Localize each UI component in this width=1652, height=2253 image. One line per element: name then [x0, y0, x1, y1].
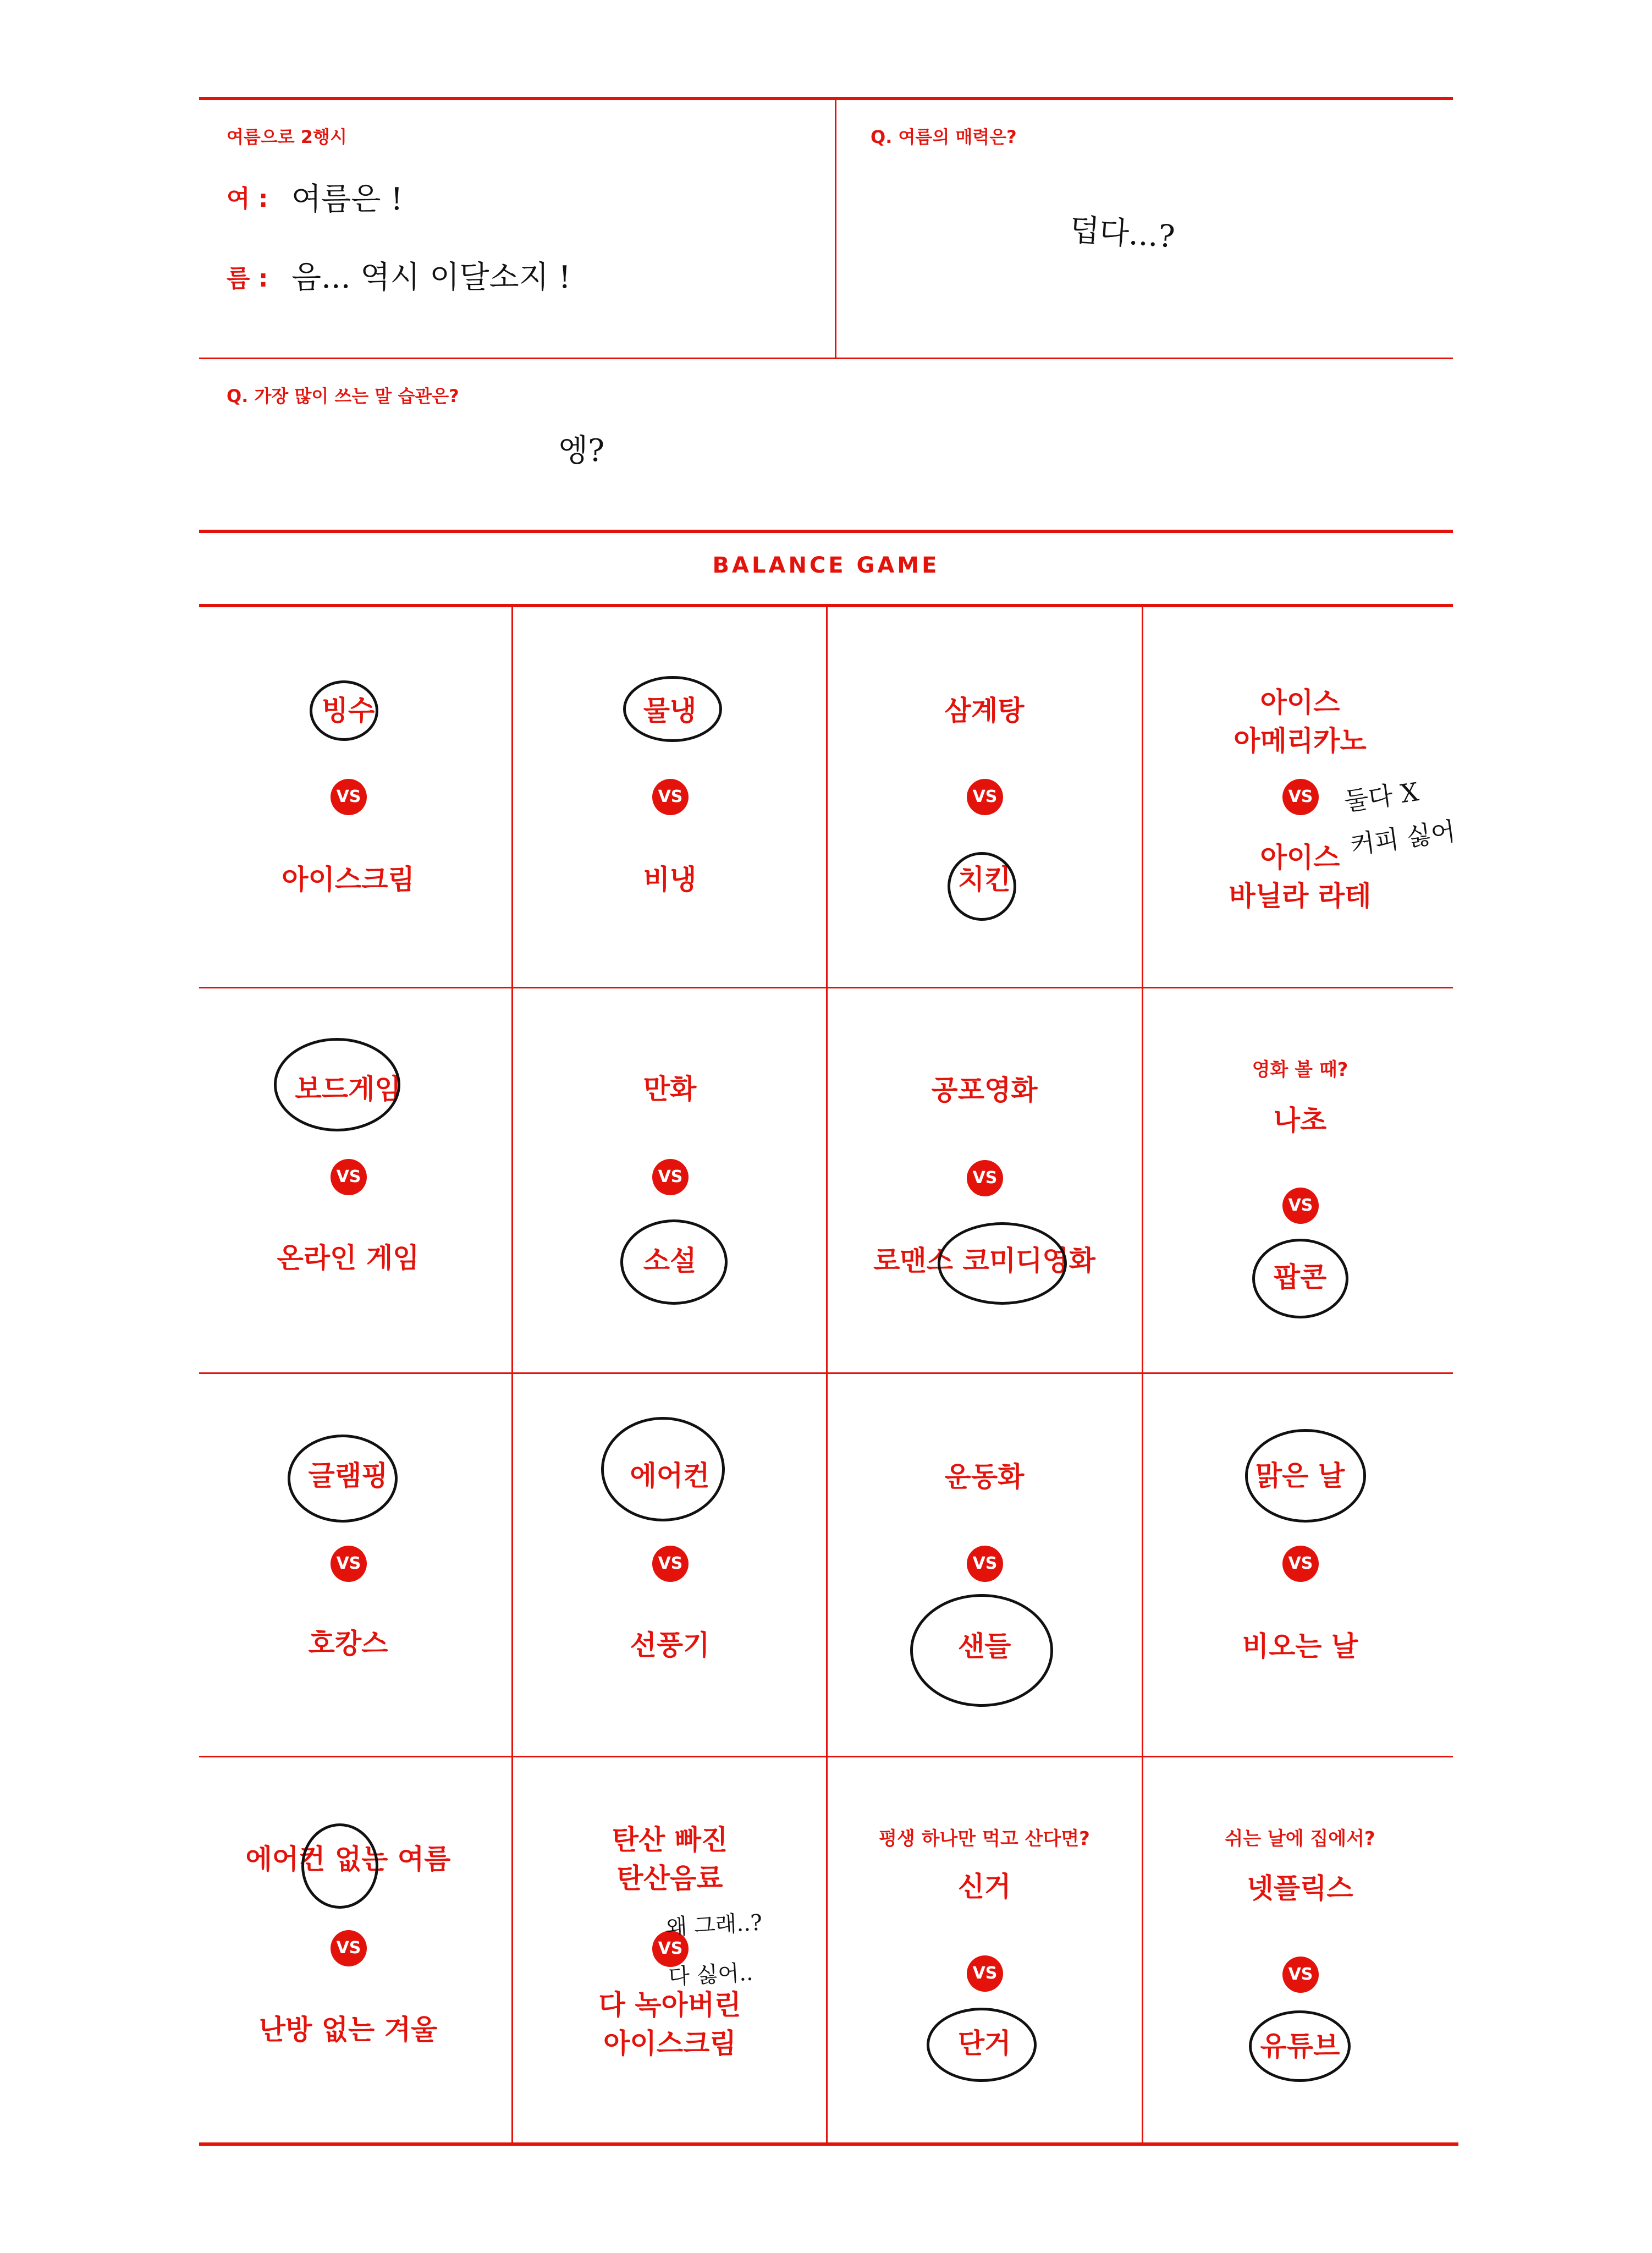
choice-circle	[620, 1219, 728, 1305]
choice-circle	[1252, 1239, 1348, 1318]
option-top: 탄산 빠진 탄산음료	[612, 1824, 728, 1894]
balance-cell-manhwa	[513, 988, 827, 1372]
balance-cell-netflix	[1143, 1757, 1457, 2142]
cell-question: 쉬는 날에 집에서?	[1225, 1828, 1375, 1850]
option-top: 물냉	[643, 695, 697, 727]
vs-badge: VS	[652, 1931, 689, 1967]
handwritten-note: 왜 그래..? 다 싫어..	[665, 1910, 763, 1990]
option-bottom: 단거	[957, 2027, 1011, 2059]
option-bottom: 팝콘	[1273, 1261, 1327, 1293]
option-top: 맑은 날	[1255, 1460, 1345, 1492]
acrostic-line1-answer: 여름은 !	[291, 182, 403, 217]
balance-cell-americano	[1143, 607, 1457, 987]
top-middle-rule	[199, 358, 1453, 359]
balance-cell-glamping	[191, 1374, 505, 1756]
vs-badge: VS	[1282, 779, 1319, 815]
option-bottom: 비냉	[643, 864, 697, 895]
option-bottom: 난방 없는 겨울	[258, 2014, 438, 2046]
option-bottom: 아이스크림	[282, 864, 415, 895]
top-border	[199, 97, 1453, 100]
option-bottom: 유튜브	[1260, 2030, 1340, 2062]
option-bottom: 비오는 날	[1242, 1630, 1358, 1662]
vs-badge: VS	[331, 1546, 367, 1582]
choice-circle	[927, 2008, 1037, 2082]
choice-circle	[274, 1038, 400, 1131]
vs-badge: VS	[652, 1159, 689, 1195]
choice-circle	[910, 1594, 1053, 1707]
option-bottom: 온라인 게임	[277, 1242, 420, 1274]
vs-badge: VS	[331, 1930, 367, 1966]
vs-badge: VS	[652, 779, 689, 815]
vs-badge: VS	[1282, 1957, 1319, 1993]
vs-badge: VS	[1282, 1546, 1319, 1582]
option-top: 삼계탕	[944, 695, 1025, 727]
choice-circle	[1245, 1429, 1366, 1523]
option-top: 보드게임	[295, 1073, 401, 1105]
balance-cell-sunny	[1143, 1374, 1457, 1756]
option-top: 넷플릭스	[1247, 1872, 1353, 1904]
balance-cell-sour	[828, 1757, 1141, 2142]
option-bottom: 소설	[643, 1245, 697, 1277]
option-top: 아이스 아메리카노	[1234, 686, 1367, 757]
balance-cell-horror	[828, 988, 1141, 1372]
vs-badge: VS	[967, 1955, 1003, 1992]
option-top: 나초	[1273, 1104, 1327, 1136]
option-top: 신거	[957, 1871, 1011, 1903]
cell-question: 영화 볼 때?	[1252, 1059, 1348, 1081]
acrostic-line2-label: 름 :	[227, 265, 268, 293]
option-bottom: 샌들	[957, 1630, 1011, 1662]
habit-question: Q. 가장 많이 쓰는 말 습관은?	[227, 386, 459, 406]
balance-cell-boardgame	[191, 988, 505, 1372]
balance-cell-summer	[191, 1757, 505, 2142]
acrostic-title: 여름으로 2행시	[227, 127, 347, 147]
handwritten-note: 둘다 X 커피 싫어	[1342, 777, 1457, 860]
option-bottom: 치킨	[957, 864, 1011, 895]
choice-circle	[1249, 2010, 1351, 2082]
choice-circle	[601, 1417, 725, 1521]
vs-badge: VS	[331, 1159, 367, 1195]
vs-badge: VS	[1282, 1188, 1319, 1224]
option-top: 빙수	[321, 695, 375, 727]
choice-circle	[301, 1823, 378, 1909]
option-top: 공포영화	[931, 1074, 1038, 1106]
vs-badge: VS	[652, 1546, 689, 1582]
vs-badge: VS	[331, 779, 367, 815]
balance-cell-sneakers	[828, 1374, 1141, 1756]
balance-cell-samgyetang	[828, 607, 1141, 987]
choice-circle	[623, 676, 722, 742]
option-bottom: 다 녹아버린 아이스크림	[598, 1989, 741, 2059]
option-top: 에어컨 없는 여름	[245, 1843, 451, 1875]
option-top: 운동화	[944, 1461, 1025, 1493]
balance-top-rule	[199, 530, 1453, 533]
balance-title: BALANCE GAME	[712, 553, 940, 578]
choice-circle	[948, 852, 1016, 921]
acrostic-line1-label: 여 :	[227, 185, 268, 213]
top-divider	[835, 100, 836, 359]
option-bottom: 아이스 바닐라 라테	[1229, 842, 1372, 912]
option-bottom: 선풍기	[630, 1629, 710, 1661]
balance-cell-mulnaeng	[513, 607, 827, 987]
choice-circle	[310, 680, 378, 741]
choice-circle	[288, 1435, 398, 1523]
cell-question: 평생 하나만 먹고 산다면?	[879, 1828, 1090, 1850]
charm-answer: 덥다...?	[1068, 212, 1176, 255]
acrostic-line2-answer: 음... 역시 이달소지 !	[291, 260, 571, 295]
habit-answer: 엥?	[558, 433, 605, 469]
option-top: 에어컨	[630, 1460, 710, 1492]
balance-cell-nacho	[1143, 988, 1457, 1372]
option-top: 만화	[643, 1073, 697, 1105]
vs-badge: VS	[967, 1546, 1003, 1582]
charm-question: Q. 여름의 매력은?	[871, 127, 1017, 147]
option-bottom: 로맨스 코미디영화	[873, 1245, 1095, 1277]
balance-cell-bingsu	[191, 607, 505, 987]
balance-bottom-rule	[199, 2142, 1458, 2146]
vs-badge: VS	[967, 779, 1003, 815]
balance-cell-aircon	[513, 1374, 827, 1756]
option-bottom: 호캉스	[308, 1628, 388, 1659]
option-top: 글램핑	[308, 1460, 388, 1492]
balance-cell-soda	[513, 1757, 827, 2142]
choice-circle	[938, 1222, 1067, 1305]
vs-badge: VS	[967, 1160, 1003, 1196]
